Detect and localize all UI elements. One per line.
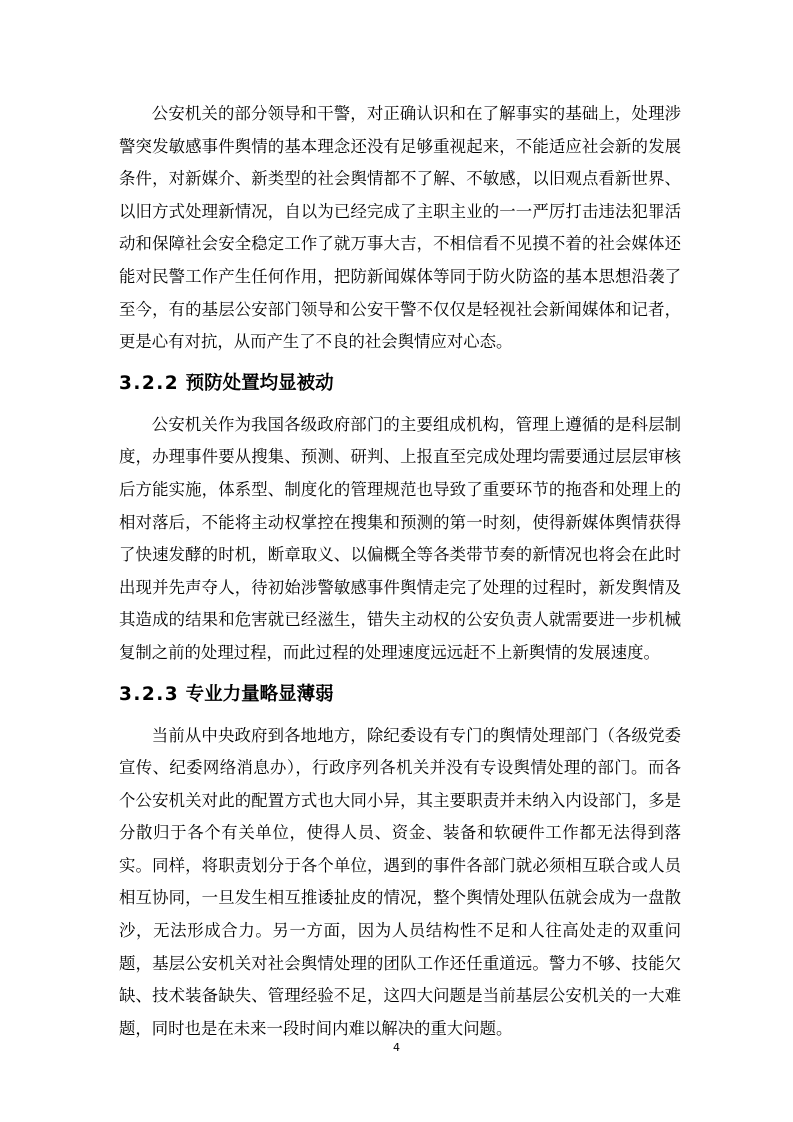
section-number: 3.2.3 — [119, 683, 180, 705]
section-heading-3-2-3 — [119, 682, 681, 708]
page-body — [119, 98, 681, 1045]
paragraph-2: 公安机关作为我国各级政府部门的主要组成机构，管理上遵循的是科层制度，办理事件要从搜集、预测、研判、上报直至完成处理均需要通过层层审核后方能实施，体系型、制度化的管理规范也导致了重要环节的拖沓和处理上的相对落后，不能将主动权掌控在搜集和预测的第一时刻，使得新媒体舆情获得了快速发酵的时机，断章取义、以偏概全等各类带节奏的新情况也将会在此时出现并先声夺人，待初始涉警敏感事件舆情走完了处理的过程时，新发舆情及其造成的结果和危害就已经滋生，错失主动权的公安负责人就需要进一步机械复制之前的处理过程，而此过程的处理速度远远赶不上新舆情的发展速度。 — [119, 414, 681, 662]
section-title: 预防处置均显被动 — [185, 372, 334, 394]
section-title: 专业力量略显薄弱 — [185, 683, 334, 705]
paragraph-1: 公安机关的部分领导和干警，对正确认识和在了解事实的基础上，处理涉警突发敏感事件舆情的基本理念还没有足够重视起来，不能适应社会新的发展条件，对新媒介、新类型的社会舆情都不了解、不敏感，以旧观点看新世界、以旧方式处理新情况，自以为已经完成了主职主业的一一严厉打击违法犯罪活动和保障社会安全稳定工作了就万事大吉，不相信看不见摸不着的社会媒体还能对民警工作产生任何作用，把防新闻媒体等同于防火防盗的基本思想沿袭了至今，有的基层公安部门领导和公安干警不仅仅是轻视社会新闻媒体和记者，更是心有对抗，从而产生了不良的社会舆情应对心态。 — [119, 104, 681, 352]
section-heading-3-2-2 — [119, 371, 681, 397]
page-number: 4 — [393, 1041, 400, 1054]
paragraph-3: 当前从中央政府到各地地方，除纪委设有专门的舆情处理部门（各级党委宣传、纪委网络消息办），行政序列各机关并没有专设舆情处理的部门。而各个公安机关对此的配置方式也大同小异，其主要职责并未纳入内设部门，多是分散归于各个有关单位，使得人员、资金、装备和软硬件工作都无法得到落实。同样，将职责划分于各个单位，遇到的事件各部门就必须相互联合或人员相互协同，一旦发生相互推诿扯皮的情况，整个舆情处理队伍就会成为一盘散沙，无法形成合力。另一方面，因为人员结构性不足和人往高处走的双重问题，基层公安机关对社会舆情处理的团队工作还任重道远。警力不够、技能欠缺、技术装备缺失、管理经验不足，这四大问题是当前基层公安机关的一大难题，同时也是在未来一段时间内难以解决的重大问题。 — [119, 725, 681, 1038]
section-number: 3.2.2 — [119, 372, 180, 394]
